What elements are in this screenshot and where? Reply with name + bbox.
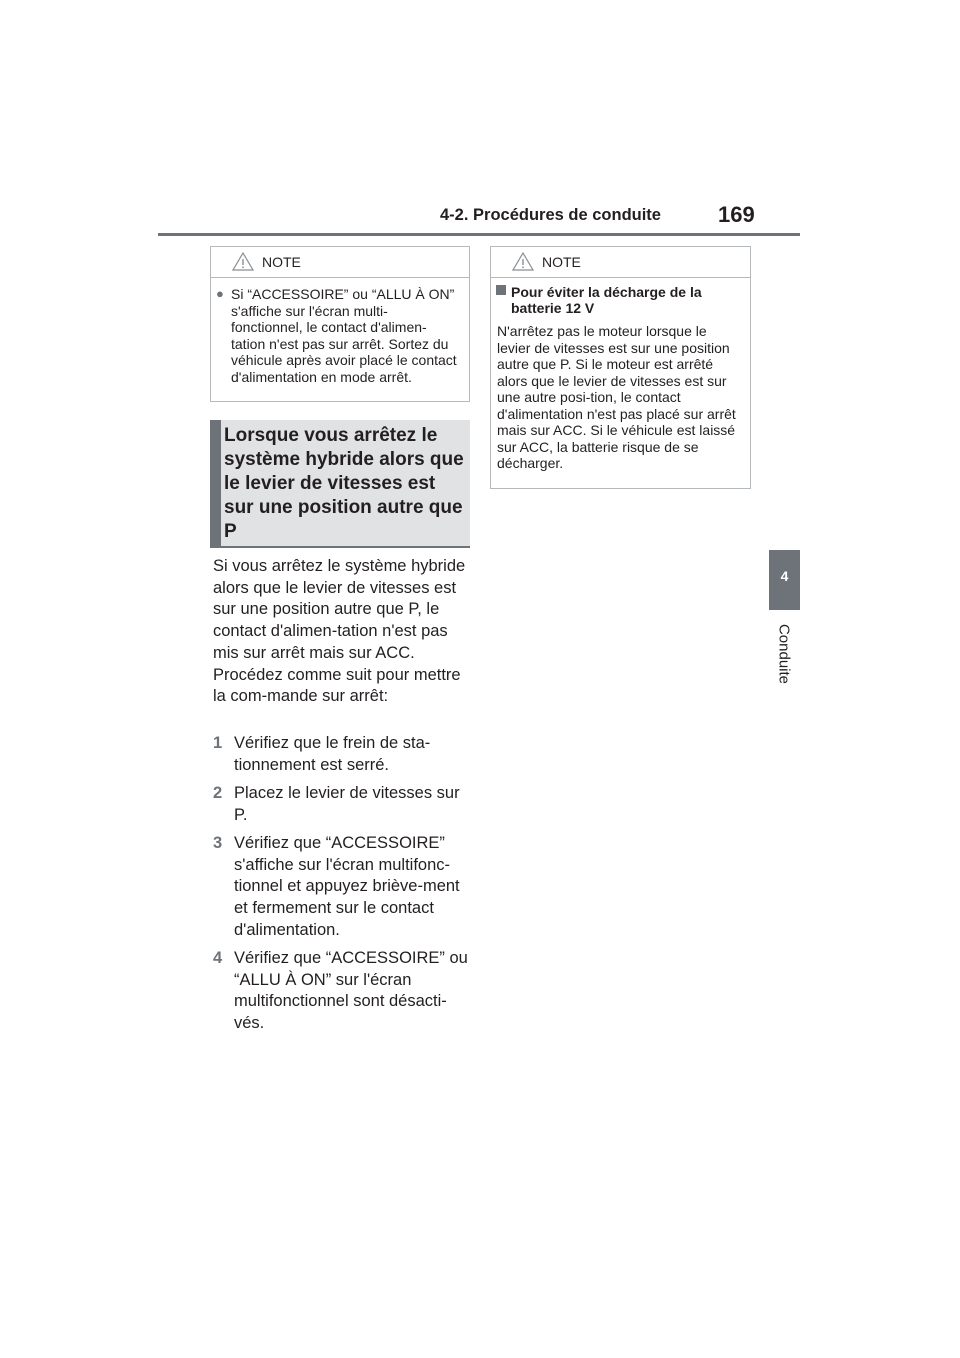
body-paragraph: Si vous arrêtez le système hybride alors que le levier de vitesses est sur une position autre que P, le contact d'alimen-tation n'est pas mis sur arrêt mais sur ACC. Procédez comme suit pour mettre la com-mande sur arrêt: — [213, 557, 466, 706]
warning-triangle-icon — [512, 252, 534, 271]
heading-accent-bar — [210, 420, 221, 546]
square-bullet-icon — [496, 285, 506, 295]
note-title-text: Pour éviter la décharge de la batterie 12 V — [511, 284, 702, 316]
note-header — [211, 247, 469, 278]
page-number: 169 — [718, 202, 755, 227]
bullet-icon: ● — [216, 286, 224, 301]
chapter-tab — [769, 550, 800, 610]
step-text: Vérifiez que le frein de sta-tionnement est serré. — [234, 734, 431, 774]
step-item — [213, 948, 469, 1035]
step-item — [213, 733, 469, 776]
section-heading: Lorsque vous arrêtez le système hybride alors que le levier de vitesses est sur une position autre que P — [224, 425, 464, 542]
step-number: 4 — [213, 949, 223, 967]
step-number: 1 — [213, 734, 223, 752]
note-text: Si “ACCESSOIRE” ou “ALLU À ON” s'affiche sur l'écran multi-fonctionnel, le contact d'alimen-tation n'est pas sur arrêt. Sortez du véhicule après avoir placé le contact d'alimentation en mode arrêt. — [231, 286, 457, 385]
step-number: 3 — [213, 834, 223, 852]
note-header — [491, 247, 750, 278]
note-title — [511, 284, 740, 316]
step-text: Vérifiez que “ACCESSOIRE” s'affiche sur l'écran multifonc-tionnel et appuyez briève-ment et fermement sur le contact d'alimentation. — [234, 834, 460, 939]
note-label: NOTE — [262, 254, 301, 270]
header-rule — [158, 233, 800, 236]
step-item — [213, 833, 469, 942]
step-text: Vérifiez que “ACCESSOIRE” ou “ALLU À ON” sur l'écran multifonctionnel sont désacti-vés. — [234, 949, 468, 1033]
section-title: 4-2. Procédures de conduite — [440, 206, 661, 224]
chapter-number: 4 — [780, 568, 789, 584]
step-item — [213, 783, 469, 826]
chapter-label: Conduite — [775, 623, 793, 685]
note-item — [216, 286, 459, 385]
section-heading-box — [210, 420, 470, 548]
step-number: 2 — [213, 784, 223, 802]
note-text: N'arrêtez pas le moteur lorsque le levier de vitesses est sur une position autre que P. Si le moteur est arrêté alors que le levier de vitesses est sur une autre posi-tion, le contact d'alimentation n'est pas placé sur arrêt mais sur ACC. Si le véhicule est laissé sur ACC, la batterie risque de se décharger. — [497, 323, 736, 471]
warning-triangle-icon — [232, 252, 254, 271]
note-box-left — [210, 246, 470, 402]
note-label: NOTE — [542, 254, 581, 270]
step-text: Placez le levier de vitesses sur P. — [234, 784, 460, 824]
note-box-right — [490, 246, 751, 489]
